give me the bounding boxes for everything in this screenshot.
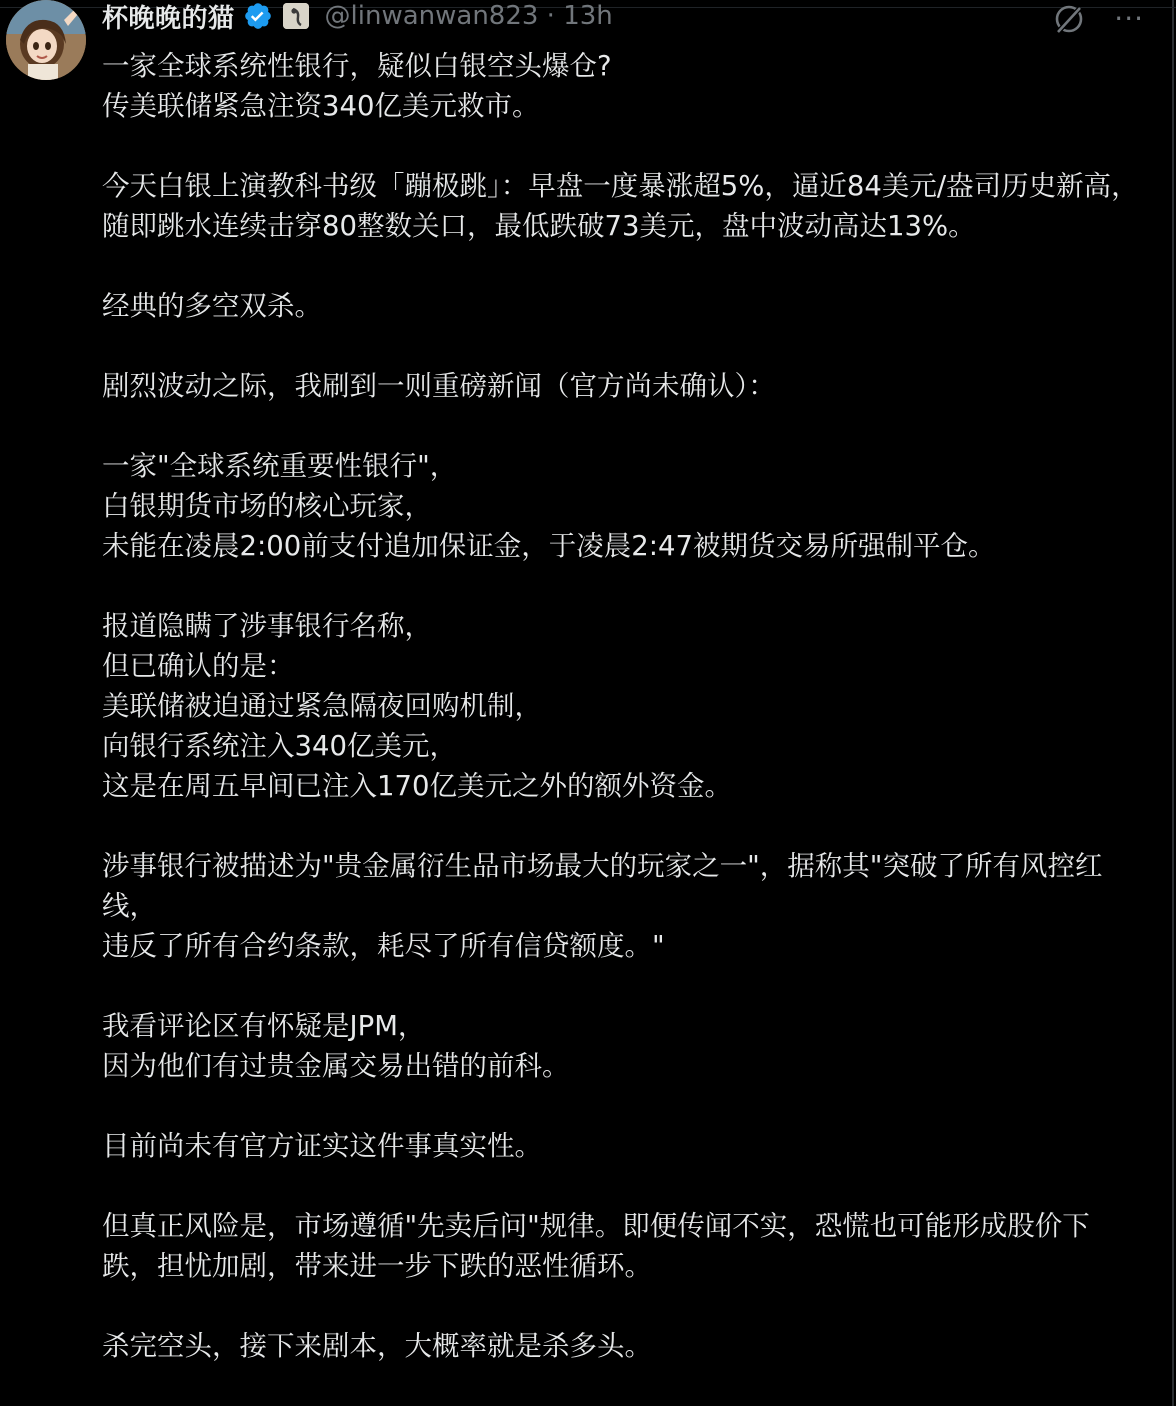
handle-and-time[interactable]: @linwanwan823 · 13h xyxy=(324,1,613,31)
header-actions xyxy=(1052,2,1144,36)
post-header xyxy=(102,0,613,36)
grok-icon[interactable] xyxy=(1052,2,1086,36)
more-options-icon[interactable]: ··· xyxy=(1114,2,1144,35)
affiliate-badge-icon[interactable] xyxy=(283,3,309,29)
avatar-image xyxy=(6,0,86,80)
avatar[interactable] xyxy=(6,0,86,80)
display-name[interactable]: 杯晚晚的猫 xyxy=(102,3,235,34)
verified-badge-icon xyxy=(243,1,273,31)
post-text: 一家全球系统性银行，疑似白银空头爆仓? 传美联储紧急注资340亿美元救市。 今天白银上演教科书级「蹦极跳」：早盘一度暴涨超5%，逼近84美元/盎司历史新高，随即跳水连续击穿80整数关口，最低跌破73美元，盘中波动高达13%。 经典的多空双杀。 剧烈波动之际，我刷到一则重磅新闻（官方尚未确认）： 一家"全球系统重要性银行"， 白银期货市场的核心玩家， 未能在凌晨2:00前支付追加保证金，于凌晨2:47被期货交易所强制平仓。 报道隐瞒了涉事银行名称， 但已确认的是： 美联储被迫通过紧急隔夜回购机制， 向银行系统注入340亿美元， 这是在周五早间已注入170亿美元之外的额外资金。 涉事银行被描述为"贵金属衍生品市场最大的玩家之一"，据称其"突破了所有风控红线， 违反了所有合约条款，耗尽了所有信贷额度。" 我看评论区有怀疑是JPM， 因为他们有过贵金属交易出错的前科。 目前尚未有官方证实这件事真实性。 但真正风险是，市场遵循"先卖后问"规律。即便传闻不实，恐慌也可能形成股价下跌，担忧加剧，带来进一步下跌的恶性循环。 杀完空头，接下来剧本，大概率就是杀多头。 xyxy=(102,50,1139,1362)
